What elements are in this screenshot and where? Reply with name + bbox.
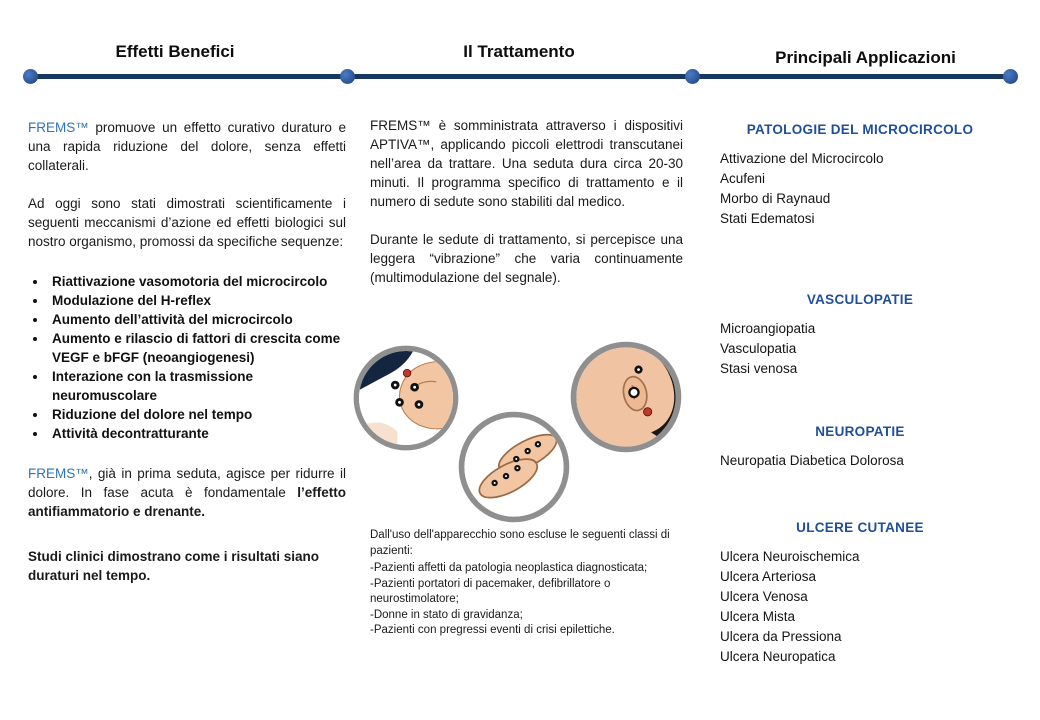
- section-heading: VASCULOPATIE: [806, 292, 914, 307]
- knee-electrodes-illustration: [352, 344, 460, 452]
- exclusion-item: -Pazienti affetti da patologia neoplastica diagnosticata;: [370, 562, 648, 574]
- list-item: Ulcera Venosa: [720, 589, 808, 604]
- exclusion-item: -Pazienti portatori di pacemaker, defibrillatore o neurostimolatore;: [370, 577, 611, 605]
- bullet-item: • Interazione con la trasmissione neuromuscolare: [48, 367, 346, 405]
- timeline-line: [30, 74, 1010, 79]
- paragraph-intro: [28, 118, 346, 175]
- paragraph-acute-text: , già in prima seduta, agisce per ridurre il dolore. In fase acuta è fondamentale: [28, 466, 346, 500]
- section-heading: NEUROPATIE: [815, 424, 905, 439]
- column-title-principali-applicazioni: Principali Applicazioni: [775, 48, 956, 67]
- timeline-dot: [340, 69, 355, 84]
- section-heading: ULCERE CUTANEE: [796, 520, 924, 535]
- paragraph-clinical-studies: Studi clinici dimostrano come i risultati siano duraturi nel tempo.: [28, 549, 320, 583]
- paragraph-acute-bold: l’effetto antifiammatorio e drenante.: [28, 485, 346, 519]
- ear-electrodes-illustration: [569, 340, 683, 454]
- bullet-item: • Aumento e rilascio di fattori di crescita come VEGF e bFGF (neoangiogenesi): [48, 329, 346, 367]
- bullet-item: • Aumento dell’attività del microcircolo: [48, 310, 346, 329]
- benefits-bullet-list: [34, 272, 346, 443]
- paragraph-mechanisms: Ad oggi sono stati dimostrati scientificamente i seguenti meccanismi d’azione ed effetti biologici sul nostro organismo, promossi da specifiche sequenze:: [28, 196, 346, 249]
- brand-frems: FREMS™: [28, 466, 89, 481]
- paragraph-vibration: Durante le sedute di trattamento, si percepisce una leggera “vibrazione” che varia continuamente (multimodulazione del segnale).: [370, 232, 683, 285]
- list-item: Vasculopatia: [720, 341, 797, 356]
- section-patologie-del-microcircolo: [706, 120, 1014, 228]
- column-effetti-benefici: [28, 118, 346, 585]
- list-item: Neuropatia Diabetica Dolorosa: [720, 453, 904, 468]
- paragraph-treatment: FREMS™ è somministrata attraverso i dispositivi APTIVA™, applicando piccoli elettrodi transcutanei nell’area da trattare. Una seduta dura circa 20-30 minuti. Il programma specifico di trattamento e il numero di sedute sono stabiliti dal medico.: [370, 118, 683, 209]
- column-principali-applicazioni: [706, 120, 1014, 667]
- list-item: Microangiopatia: [720, 321, 816, 336]
- list-item: Stati Edematosi: [720, 211, 815, 226]
- bullet-item: • Riattivazione vasomotoria del microcircolo: [48, 272, 346, 291]
- section-ulcere-cutanee: [706, 518, 1014, 666]
- bullet-item: • Modulazione del H-reflex: [48, 291, 346, 310]
- section-vasculopatie: [706, 290, 1014, 378]
- timeline-dot: [23, 69, 38, 84]
- list-item: Attivazione del Microcircolo: [720, 151, 884, 166]
- section-neuropatie: [706, 422, 1014, 470]
- feet-electrodes-illustration: [457, 410, 571, 524]
- timeline-dot: [1003, 69, 1018, 84]
- exclusions-intro: Dall'uso dell'apparecchio sono escluse le seguenti classi di pazienti:: [370, 529, 670, 557]
- list-item: Ulcera Mista: [720, 609, 796, 624]
- bullet-item: • Attività decontratturante: [48, 424, 346, 443]
- exclusions-block: [370, 528, 688, 639]
- column-title-il-trattamento: Il Trattamento: [463, 42, 575, 61]
- list-item: Morbo di Raynaud: [720, 191, 831, 206]
- bullet-item: • Riduzione del dolore nel tempo: [48, 405, 346, 424]
- column-title-effetti-benefici: Effetti Benefici: [115, 42, 235, 61]
- list-item: Ulcera da Pressiona: [720, 629, 842, 644]
- exclusion-item: -Pazienti con pregressi eventi di crisi epilettiche.: [370, 624, 615, 636]
- list-item: Ulcera Arteriosa: [720, 569, 817, 584]
- column-il-trattamento: [370, 116, 683, 287]
- list-item: Stasi venosa: [720, 361, 798, 376]
- brand-frems: FREMS™: [28, 120, 89, 135]
- list-item: Ulcera Neuroischemica: [720, 549, 860, 564]
- timeline-dot: [685, 69, 700, 84]
- section-heading: PATOLOGIE DEL MICROCIRCOLO: [746, 122, 974, 137]
- list-item: Ulcera Neuropatica: [720, 649, 836, 664]
- list-item: Acufeni: [720, 171, 766, 186]
- paragraph-intro-text: promuove un effetto curativo duraturo e una rapida riduzione del dolore, senza effetti collaterali.: [28, 120, 346, 173]
- paragraph-acute-phase: [28, 464, 346, 521]
- exclusion-item: -Donne in stato di gravidanza;: [370, 608, 523, 621]
